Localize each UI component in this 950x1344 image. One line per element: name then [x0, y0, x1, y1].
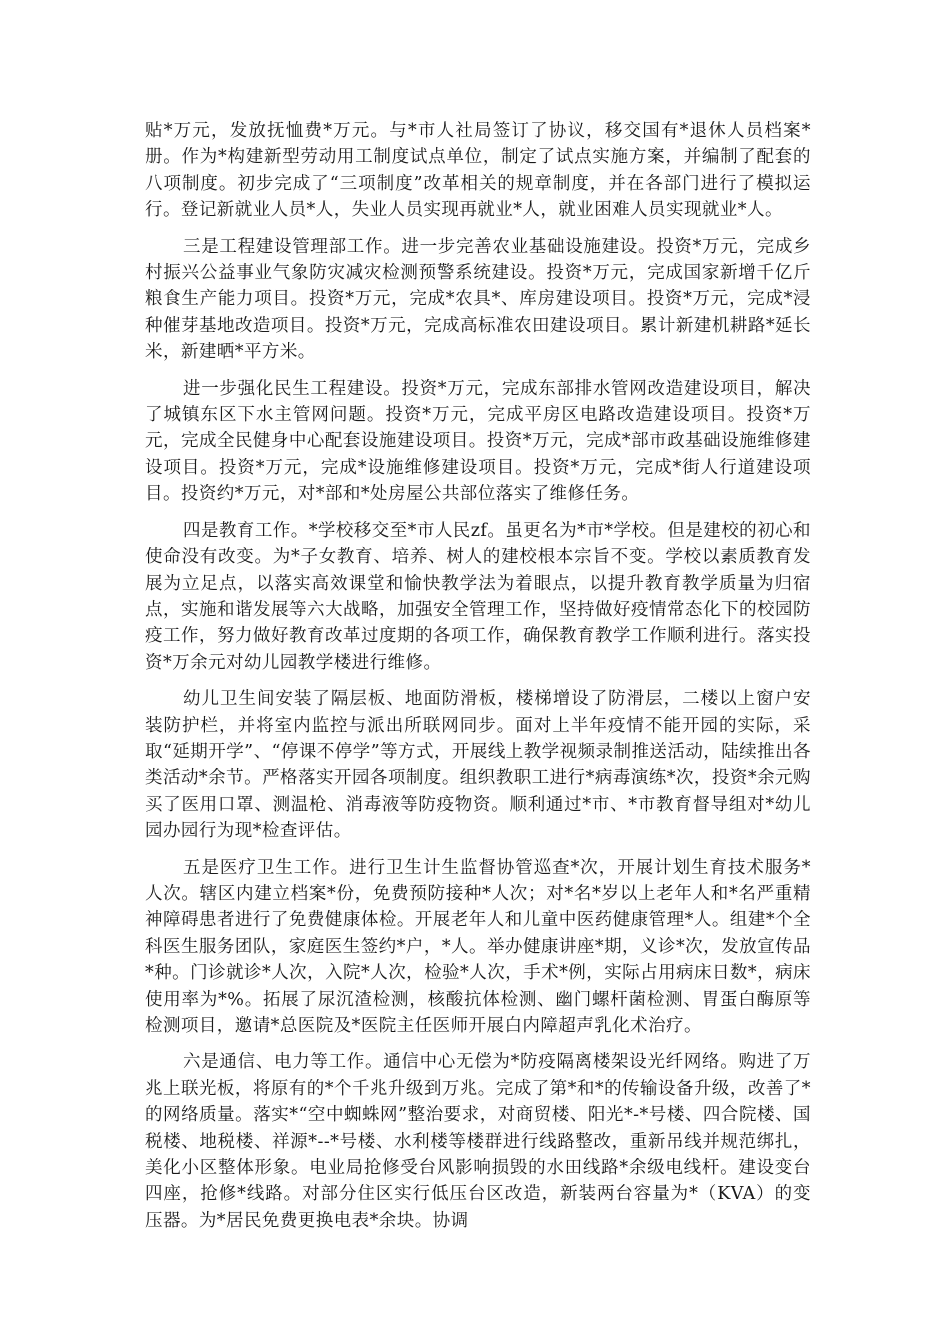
paragraph-kindergarten: 幼儿卫生间安装了隔层板、地面防滑板，楼梯增设了防滑层，二楼以上窗户安装防护栏，并将室内监控与派出所联网同步。面对上半年疫情不能开园的实际，采取“延期开学”、“停课不停学”等方式，开展线上教学视频录制推送活动，陆续推出各类活动*余节。严格落实开园各项制度。组织教职工进行*病毒演练*次，投资*余元购买了医用口罩、测温枪、消毒液等防疫物资。顺利通过*市、*市教育督导组对*幼儿园办园行为现*检查评估。 — [145, 689, 811, 842]
paragraph-telecom-power: 六是通信、电力等工作。通信中心无偿为*防疫隔离楼架设光纤网络。购进了万兆上联光板，将原有的*个千兆升级到万兆。完成了第*和*的传输设备升级，改善了*的网络质量。落实*“空中蜘蛛网”整治要求，对商贸楼、阳光*-*号楼、四合院楼、国税楼、地税楼、祥源*--*号楼、水利楼等楼群进行线路整改，重新吊线并规范绑扎，美化小区整体形象。电业局抢修受台风影响损毁的水田线路*余级电线杆。建设变台四座，抢修*线路。对部分住区实行低压台区改造，新装两台容量为*（KVA）的变压器。为*居民免费更换电表*余块。协调 — [145, 1052, 811, 1231]
paragraph-engineering: 三是工程建设管理部工作。进一步完善农业基础设施建设。投资*万元，完成乡村振兴公益事业气象防灾减灾检测预警系统建设。投资*万元，完成国家新增千亿斤粮食生产能力项目。投资*万元，完成*农具*、库房建设项目。投资*万元，完成*浸种催芽基地改造项目。投资*万元，完成高标准农田建设项目。累计新建机耕路*延长米，新建晒*平方米。 — [145, 236, 811, 363]
document-body — [145, 118, 811, 1244]
paragraph-education: 四是教育工作。*学校移交至*市人民zf。虽更名为*市*学校。但是建校的初心和使命没有改变。为*子女教育、培养、树人的建校根本宗旨不变。学校以素质教育发展为立足点，以落实高效课堂和愉快教学法为着眼点，以提升教育教学质量为归宿点，实施和谐发展等六大战略，加强安全管理工作，坚持做好疫情常态化下的校园防疫工作，努力做好教育改革过度期的各项工作，确保教育教学工作顺利进行。落实投资*万余元对幼儿园教学楼进行维修。 — [145, 520, 811, 673]
paragraph-medical: 五是医疗卫生工作。进行卫生计生监督协管巡查*次，开展计划生育技术服务*人次。辖区内建立档案*份，免费预防接种*人次；对*名*岁以上老年人和*名严重精神障碍患者进行了免费健康体检。开展老年人和儿童中医药健康管理*人。组建*个全科医生服务团队，家庭医生签约*户，*人。举办健康讲座*期，义诊*次，发放宣传品*种。门诊就诊*人次，入院*人次，检验*人次，手术*例，实际占用病床日数*，病床使用率为*%。拓展了尿沉渣检测，核酸抗体检测、幽门螺杆菌检测、胃蛋白酶原等检测项目，邀请*总医院及*医院主任医师开展白内障超声乳化术治疗。 — [145, 857, 811, 1036]
paragraph-continuation: 贴*万元，发放抚恤费*万元。与*市人社局签订了协议，移交国有*退休人员档案*册。作为*构建新型劳动用工制度试点单位，制定了试点实施方案，并编制了配套的八项制度。初步完成了“三项制度”改革相关的规章制度，并在各部门进行了模拟运行。登记新就业人员*人，失业人员实现再就业*人，就业困难人员实现就业*人。 — [145, 121, 811, 221]
paragraph-livelihood: 进一步强化民生工程建设。投资*万元，完成东部排水管网改造建设项目，解决了城镇东区下水主管网问题。投资*万元，完成平房区电路改造建设项目。投资*万元，完成全民健身中心配套设施建设项目。投资*万元，完成*部市政基础设施维修建设项目。投资*万元，完成*设施维修建设项目。投资*万元，完成*街人行道建设项目。投资约*万元，对*部和*处房屋公共部位落实了维修任务。 — [145, 378, 811, 505]
